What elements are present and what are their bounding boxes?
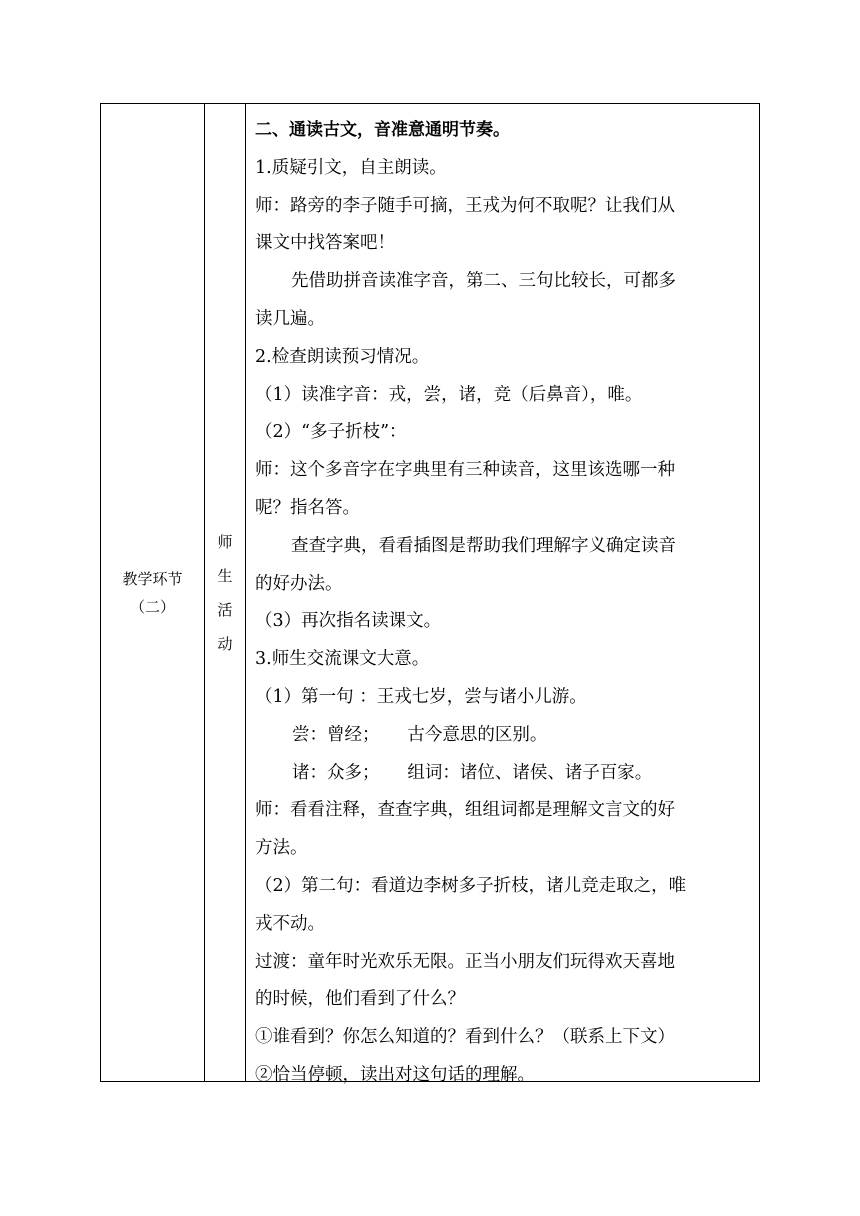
- section-label-line2: （二）: [129, 597, 175, 616]
- content-line: 读几遍。: [255, 308, 325, 329]
- activity-char: 师: [217, 532, 233, 551]
- content-line: 课文中找答案吧！: [255, 233, 395, 254]
- content-line: （1）第一句 ：王戎七岁，尝与诸小儿游。: [255, 686, 587, 707]
- content-line: 戎不动。: [255, 913, 325, 934]
- content-line: （2）“多子折枝”：: [255, 422, 407, 443]
- content-line: 3.师生交流课文大意。: [255, 649, 430, 670]
- content-line: 2.检查朗读预习情况。: [255, 346, 430, 367]
- content-line: 查查字典，看看插图是帮助我们理解字义确定读音: [291, 535, 676, 556]
- content-line: 1.质疑引文，自主朗读。: [255, 157, 447, 178]
- activity-char: 生: [217, 566, 233, 585]
- section-label-cell: [101, 104, 204, 1081]
- content-cell: [255, 112, 755, 1095]
- content-line: （2）第二句：看道边李树多子折枝，诸儿竞走取之，唯: [255, 875, 687, 896]
- content-heading: 二、通读古文，音准意通明节奏。: [255, 120, 510, 140]
- content-line: 诸：众多； 组词：诸位、诸侯、诸子百家。: [292, 762, 653, 783]
- column-divider-2: [245, 104, 246, 1081]
- content-line: （3）再次指名读课文。: [255, 611, 442, 632]
- content-line: 师：这个多音字在字典里有三种读音，这里该选哪一种: [255, 460, 675, 481]
- activity-label-cell: [205, 104, 245, 1081]
- content-line: 呢？指名答。: [255, 497, 360, 518]
- content-line: 的时候，他们看到了什么？: [255, 989, 465, 1010]
- content-line: 师：路旁的李子随手可摘，王戎为何不取呢？让我们从: [255, 195, 675, 216]
- lesson-table: [100, 103, 760, 1085]
- content-line: 先借助拼音读准字音，第二、三句比较长，可都多: [291, 271, 676, 292]
- content-line: 的好办法。: [255, 573, 343, 594]
- content-line: 方法。: [255, 838, 308, 859]
- content-line: 师：看看注释，查查字典，组组词都是理解文言文的好: [255, 800, 675, 821]
- activity-char: 活: [217, 600, 233, 619]
- content-line: （1）读准字音：戎，尝，诸，竞（后鼻音），唯。: [255, 384, 643, 405]
- activity-char: 动: [217, 634, 233, 653]
- content-line: 尝：曾经； 古今意思的区别。: [292, 724, 548, 745]
- content-line: ②恰当停顿，读出对这句话的理解。: [255, 1064, 535, 1085]
- content-line: 过渡：童年时光欢乐无限。正当小朋友们玩得欢天喜地: [255, 951, 675, 972]
- section-label-line1: 教学环节: [122, 569, 183, 588]
- content-line: ①谁看到？你怎么知道的？看到什么？（联系上下文）: [255, 1027, 675, 1048]
